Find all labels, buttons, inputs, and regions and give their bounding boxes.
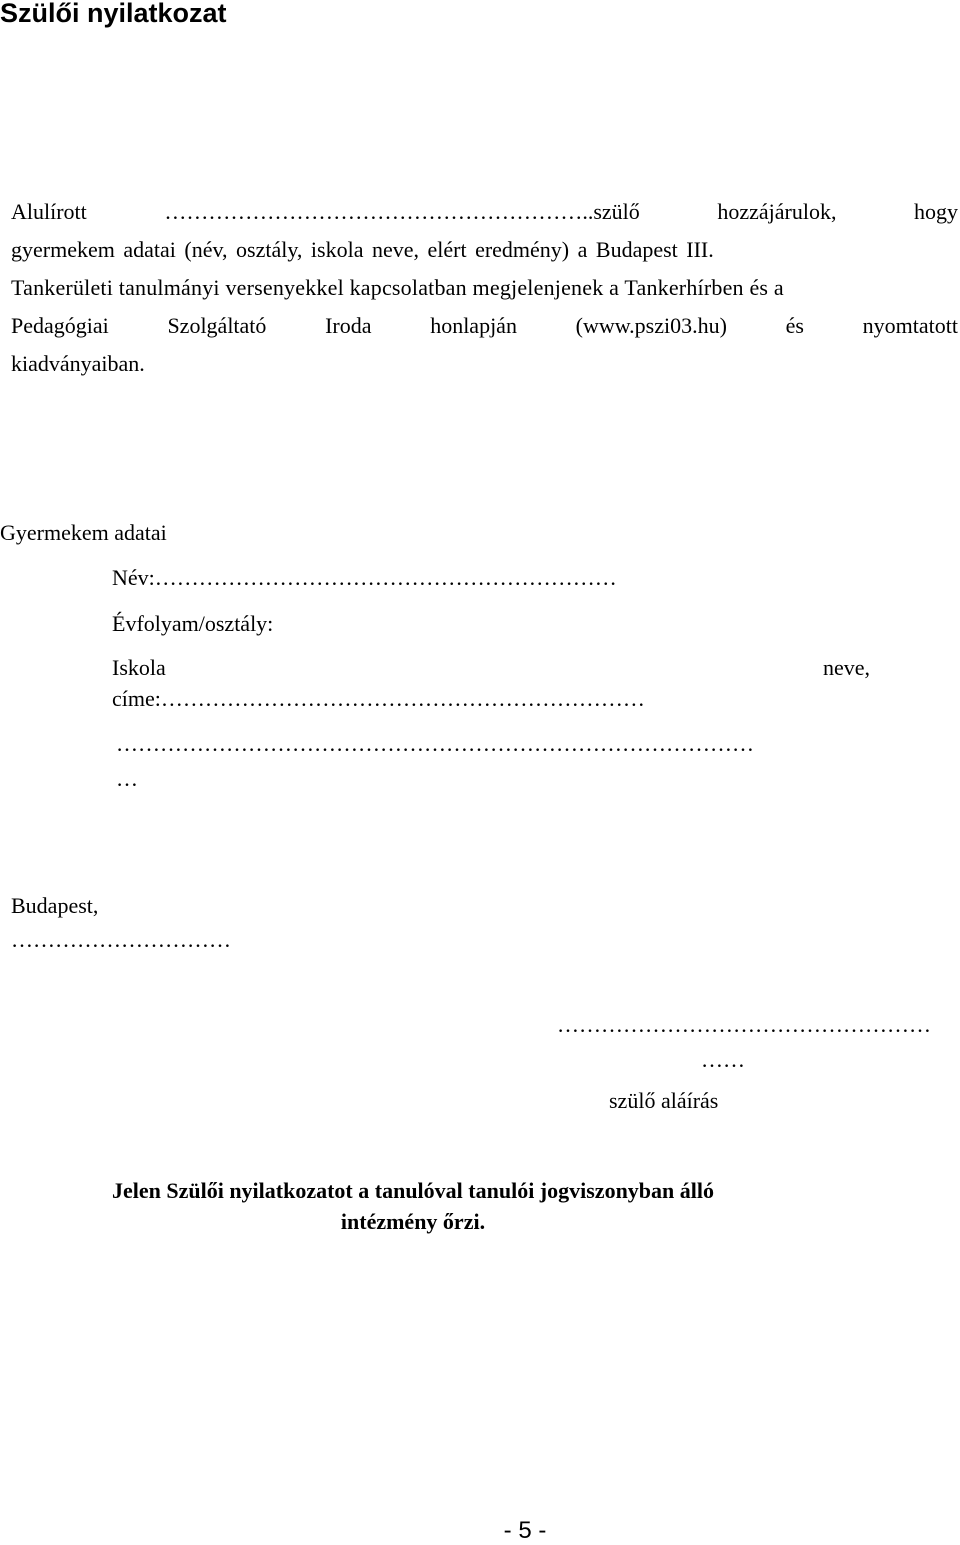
school-address-label: címe: <box>112 686 161 711</box>
consent-line-1 <box>11 193 958 231</box>
place-label: Budapest, <box>11 893 99 918</box>
page-number: - 5 - <box>503 1517 547 1544</box>
consent-line-4 <box>11 307 958 345</box>
consent-word: Pedagógiai <box>11 313 109 338</box>
consent-word: Iroda <box>325 313 372 338</box>
consent-word: hozzájárulok, <box>717 199 837 224</box>
parent-name-blank: …………………………………………………..szülő <box>164 199 640 224</box>
grade-class-label: Évfolyam/osztály: <box>112 611 274 636</box>
child-name-label: Név: <box>112 565 155 590</box>
extra-blank-line: …………………………………………………………………………… <box>116 731 754 756</box>
child-data-heading: Gyermekem adatai <box>0 520 167 545</box>
retention-note-line-1: Jelen Szülői nyilatkozatot a tanulóval tanulói jogviszonyban álló <box>111 1178 714 1203</box>
retention-note <box>0 1175 826 1237</box>
consent-word: hogy <box>913 199 958 224</box>
signature-blank-short: …… <box>701 1047 745 1072</box>
school-name-label: neve, <box>822 655 870 680</box>
consent-word: honlapján <box>430 313 517 338</box>
school-label: Iskola <box>112 655 166 680</box>
consent-line-3: Tankerületi tanulmányi versenyekkel kapcsolatban megjelenjenek a Tankerhírben és a <box>11 275 784 300</box>
extra-blank-short: … <box>116 766 138 791</box>
consent-word: nyomtatott <box>862 313 958 338</box>
school-address-field <box>112 686 645 712</box>
school-name-row <box>112 655 870 681</box>
school-address-blank: ………………………………………………………… <box>160 686 645 711</box>
retention-note-line-2: intézmény őrzi. <box>340 1209 486 1234</box>
consent-paragraph <box>11 193 958 383</box>
signature-label: szülő aláírás <box>609 1088 719 1113</box>
date-blank: ………………………… <box>11 927 231 952</box>
child-name-field <box>112 565 617 591</box>
website-link-text: (www.pszi03.hu) <box>575 313 727 338</box>
consent-word: és <box>785 313 804 338</box>
document-title: Szülői nyilatkozat <box>0 0 227 28</box>
consent-word: Alulírott <box>11 199 87 224</box>
child-name-blank: ……………………………………………………… <box>154 565 617 590</box>
consent-line-5: kiadványaiban. <box>11 351 145 376</box>
signature-blank: …………………………………………… <box>557 1012 931 1037</box>
consent-word: Szolgáltató <box>167 313 267 338</box>
consent-line-2: gyermekem adatai (név, osztály, iskola neve, elért eredmény) a Budapest III. <box>11 237 714 262</box>
